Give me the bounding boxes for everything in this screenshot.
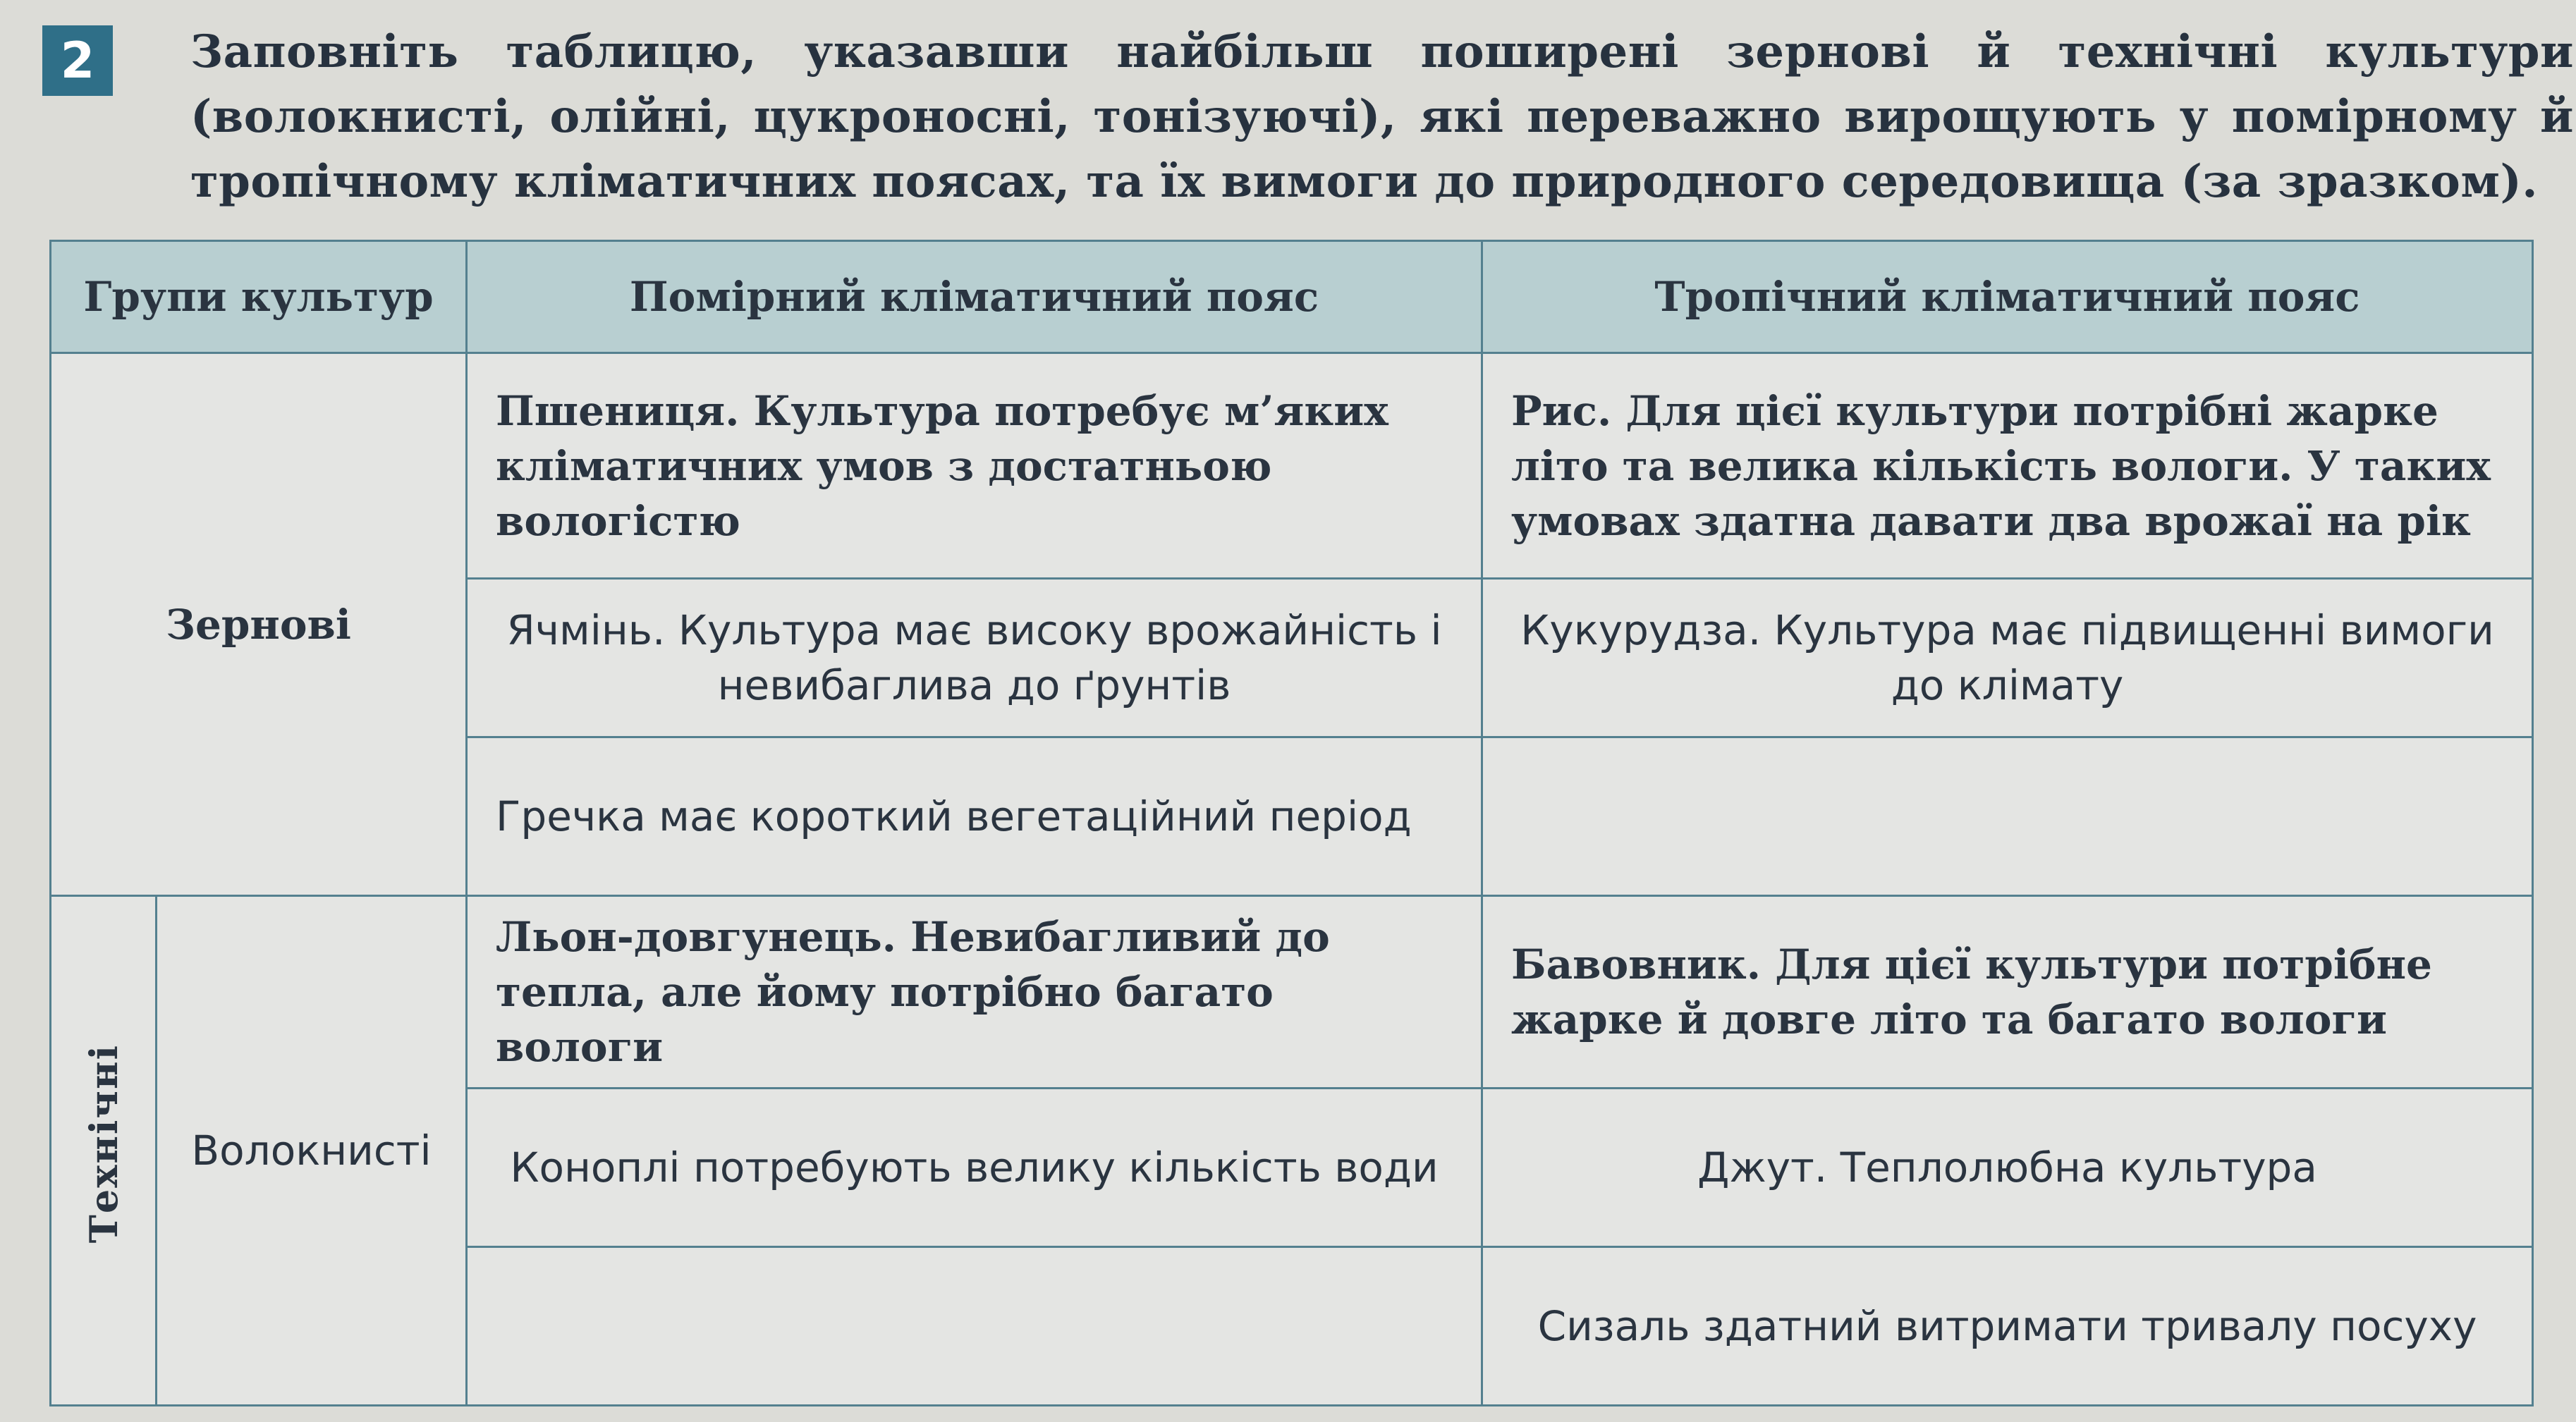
- header-temperate: Помірний кліматичний пояс: [467, 241, 1482, 353]
- task-number-badge: 2: [42, 25, 113, 96]
- cell-grain-tropical-1: Рис. Для цієї культури потрібні жарке літо та велика кількість вологи. У таких умовах здатна давати два врожаї на рік: [1482, 353, 2533, 579]
- group-technical: [51, 896, 157, 1406]
- cell-grain-temperate-3: Гречка має короткий вегетаційний період: [467, 737, 1482, 896]
- task-instruction: Заповніть таблицю, указавши найбільш поширені зернові й технічні культури (волокнисті, олійні, цукроносні, тонізуючі), які переважно вирощують у помірному й тропічному кліматичних поясах, та їх вимоги до природного середовища (за зразком).: [190, 25, 2574, 208]
- cell-fiber-tropical-1: Бавовник. Для цієї культури потрібне жарке й довге літо та багато вологи: [1482, 896, 2533, 1089]
- group-technical-label: Технічні: [80, 1044, 126, 1244]
- header-groups: Групи культур: [51, 241, 467, 353]
- cell-grain-temperate-2: Ячмінь. Культура має високу врожайність і невибаглива до ґрунтів: [467, 579, 1482, 737]
- table-row: [51, 896, 2533, 1089]
- cell-fiber-temperate-3: [467, 1247, 1482, 1406]
- header-tropical: Тропічний кліматичний пояс: [1482, 241, 2533, 353]
- crops-table: [49, 240, 2534, 1406]
- subgroup-fiber: Волокнисті: [157, 896, 467, 1406]
- cell-fiber-tropical-3: Сизаль здатний витримати тривалу посуху: [1482, 1247, 2533, 1406]
- cell-grain-tropical-3: [1482, 737, 2533, 896]
- cell-fiber-tropical-2: Джут. Теплолюбна культура: [1482, 1089, 2533, 1247]
- group-grain: Зернові: [51, 353, 467, 896]
- cell-fiber-temperate-2: Коноплі потребують велику кількість води: [467, 1089, 1482, 1247]
- cell-grain-temperate-1: Пшениця. Культура потребує м’яких кліматичних умов з достатньою вологістю: [467, 353, 1482, 579]
- cell-fiber-temperate-1: Льон-довгунець. Невибагливий до тепла, але йому потрібно багато вологи: [467, 896, 1482, 1089]
- table-row: [51, 353, 2533, 579]
- cell-grain-tropical-2: Кукурудза. Культура має підвищенні вимоги до клімату: [1482, 579, 2533, 737]
- table-header-row: [51, 241, 2533, 353]
